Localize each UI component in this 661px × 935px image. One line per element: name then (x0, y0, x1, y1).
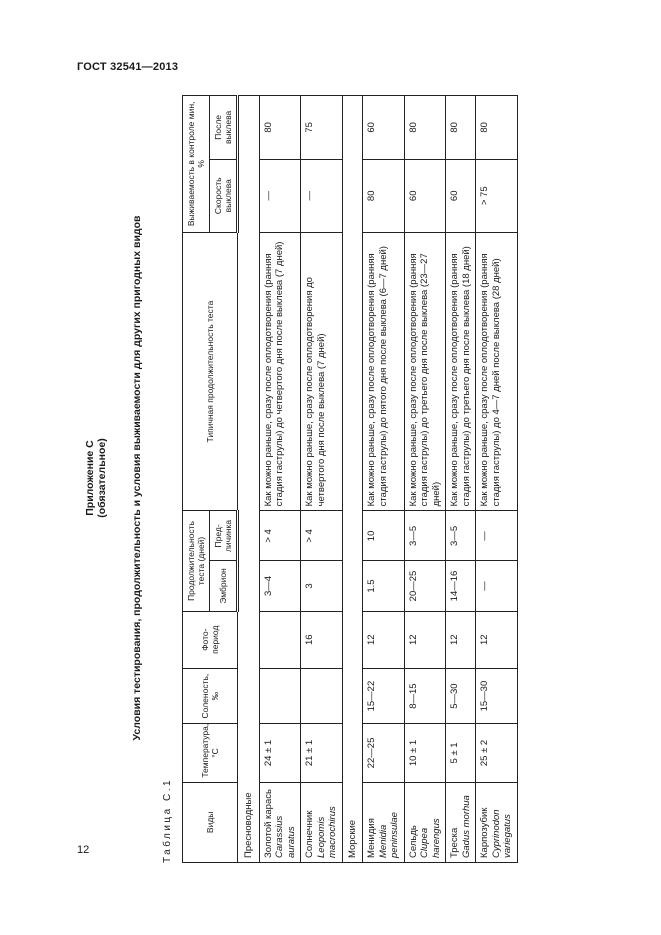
embryo-cell: 3—4 (259, 561, 301, 611)
embryo-cell: — (476, 561, 518, 611)
photoperiod-cell: 12 (363, 611, 405, 668)
section-title: Пресноводные (238, 96, 260, 863)
rotated-page-content (80, 93, 600, 863)
prelarva-cell: 10 (363, 511, 405, 561)
species-cell (363, 782, 405, 862)
prelarva-cell: — (476, 511, 518, 561)
species-latin-name: Cyprinodon variegatus (490, 809, 513, 858)
header-salinity: Соленость, ‰ (183, 668, 238, 723)
species-latin-name: Carassius auratus (274, 815, 297, 858)
salinity-cell (259, 668, 301, 723)
typical-duration-cell: Как можно раньше, сразу после оплодотворения (ранняя стадия гаструлы) до четвертого дня после выклева (7 дней) (259, 232, 301, 511)
species-name: Золотой карась (262, 789, 274, 858)
photoperiod-cell (259, 611, 301, 668)
salinity-cell (301, 668, 343, 723)
species-cell (404, 782, 446, 862)
after-hatch-cell: 80 (446, 96, 476, 160)
section-title: Морские (342, 96, 363, 863)
embryo-cell: 3 (301, 561, 343, 611)
photoperiod-cell: 12 (476, 611, 518, 668)
species-name: Треска (449, 827, 460, 858)
typical-duration-cell: Как можно раньше, сразу после оплодотворения (ранняя стадия гаструлы) до третьего дня после выклева (18 дней) (446, 232, 476, 511)
typical-duration-cell: Как можно раньше, сразу после оплодотворения до четвертого дня после выклева (7 дней) (301, 232, 343, 511)
header-hatch-rate: Скорость выклева (210, 159, 238, 232)
hatch-rate-cell: 60 (404, 159, 446, 232)
species-cell (446, 782, 476, 862)
after-hatch-cell: 75 (301, 96, 343, 160)
prelarva-cell: > 4 (259, 511, 301, 561)
table-heading: Условия тестирования, продолжительность и условия выживаемости для других пригодных видов (131, 215, 143, 741)
hatch-rate-cell: — (301, 159, 343, 232)
section-row (238, 96, 260, 863)
typical-duration-cell: Как можно раньше, сразу после оплодотворения (ранняя стадия гаструлы) до пятого дня после выклева (6—7 дней) (363, 232, 405, 511)
photoperiod-cell: 16 (301, 611, 343, 668)
hatch-rate-cell: — (259, 159, 301, 232)
hatch-rate-cell: 60 (446, 159, 476, 232)
table-row (404, 96, 446, 863)
table-body (238, 96, 518, 863)
header-survival: Выживаемость в контроле мин, % (183, 96, 210, 233)
prelarva-cell: 3—5 (404, 511, 446, 561)
embryo-cell: 1.5 (363, 561, 405, 611)
salinity-cell: 8—15 (404, 668, 446, 723)
species-cell (476, 782, 518, 862)
after-hatch-cell: 80 (404, 96, 446, 160)
typical-duration-cell: Как можно раньше, сразу после оплодотворения (ранняя стадия гаструлы) до 4—7 дней после выклева (28 дней) (476, 232, 518, 511)
photoperiod-cell: 12 (404, 611, 446, 668)
species-name: Солнечник (304, 810, 315, 858)
table-label: Таблица С.1 (162, 777, 173, 863)
temperature-cell: 21 ± 1 (301, 724, 343, 782)
species-latin-name: Gadus morhua (460, 795, 472, 858)
species-name: Карпозубик (479, 807, 490, 858)
species-latin-name: Menidia peninsulae (377, 812, 400, 858)
table-row (301, 96, 343, 863)
appendix-subtitle: (обязательное) (96, 438, 108, 518)
temperature-cell: 25 ± 2 (476, 724, 518, 782)
header-prelarva: Пред-личинка (210, 511, 238, 561)
table-row (363, 96, 405, 863)
hatch-rate-cell: 80 (363, 159, 405, 232)
survival-conditions-table (182, 95, 518, 863)
header-after-hatch: После выклева (210, 96, 238, 160)
page-number: 12 (77, 844, 90, 856)
species-latin-name: Clupea harengus (419, 818, 442, 858)
temperature-cell: 24 ± 1 (259, 724, 301, 782)
header-temperature: Температура, °С (183, 724, 238, 782)
species-name: Менидия (366, 818, 377, 858)
header-species: Виды (183, 782, 238, 862)
salinity-cell: 15—30 (476, 668, 518, 723)
header-photoperiod: Фото-период (183, 611, 238, 668)
typical-duration-cell: Как можно раньше, сразу после оплодотворения (ранняя стадия гаструлы) до третьего дня после выклева (23—27 дней) (404, 232, 446, 511)
species-name: Сельдь (407, 825, 419, 858)
header-duration: Продолжительность теста (дней) (183, 511, 210, 611)
embryo-cell: 20—25 (404, 561, 446, 611)
table-row (446, 96, 476, 863)
prelarva-cell: 3—5 (446, 511, 476, 561)
after-hatch-cell: 60 (363, 96, 405, 160)
section-row (342, 96, 363, 863)
appendix-title: Приложение С (84, 440, 96, 516)
temperature-cell: 5 ± 1 (446, 724, 476, 782)
temperature-cell: 10 ± 1 (404, 724, 446, 782)
header-embryo: Эмбрион (210, 561, 238, 611)
salinity-cell: 5—30 (446, 668, 476, 723)
table-row (259, 96, 301, 863)
photoperiod-cell: 12 (446, 611, 476, 668)
table-row (476, 96, 518, 863)
temperature-cell: 22—25 (363, 724, 405, 782)
species-cell (301, 782, 343, 862)
header-typical-duration: Типичная продолжительность теста (183, 232, 238, 511)
salinity-cell: 15—22 (363, 668, 405, 723)
prelarva-cell: > 4 (301, 511, 343, 561)
document-header: ГОСТ 32541—2013 (77, 61, 179, 73)
after-hatch-cell: 80 (259, 96, 301, 160)
species-latin-name: Leopomis macrochirus (315, 806, 338, 858)
embryo-cell: 14—16 (446, 561, 476, 611)
hatch-rate-cell: > 75 (476, 159, 518, 232)
species-cell (259, 782, 301, 862)
after-hatch-cell: 80 (476, 96, 518, 160)
